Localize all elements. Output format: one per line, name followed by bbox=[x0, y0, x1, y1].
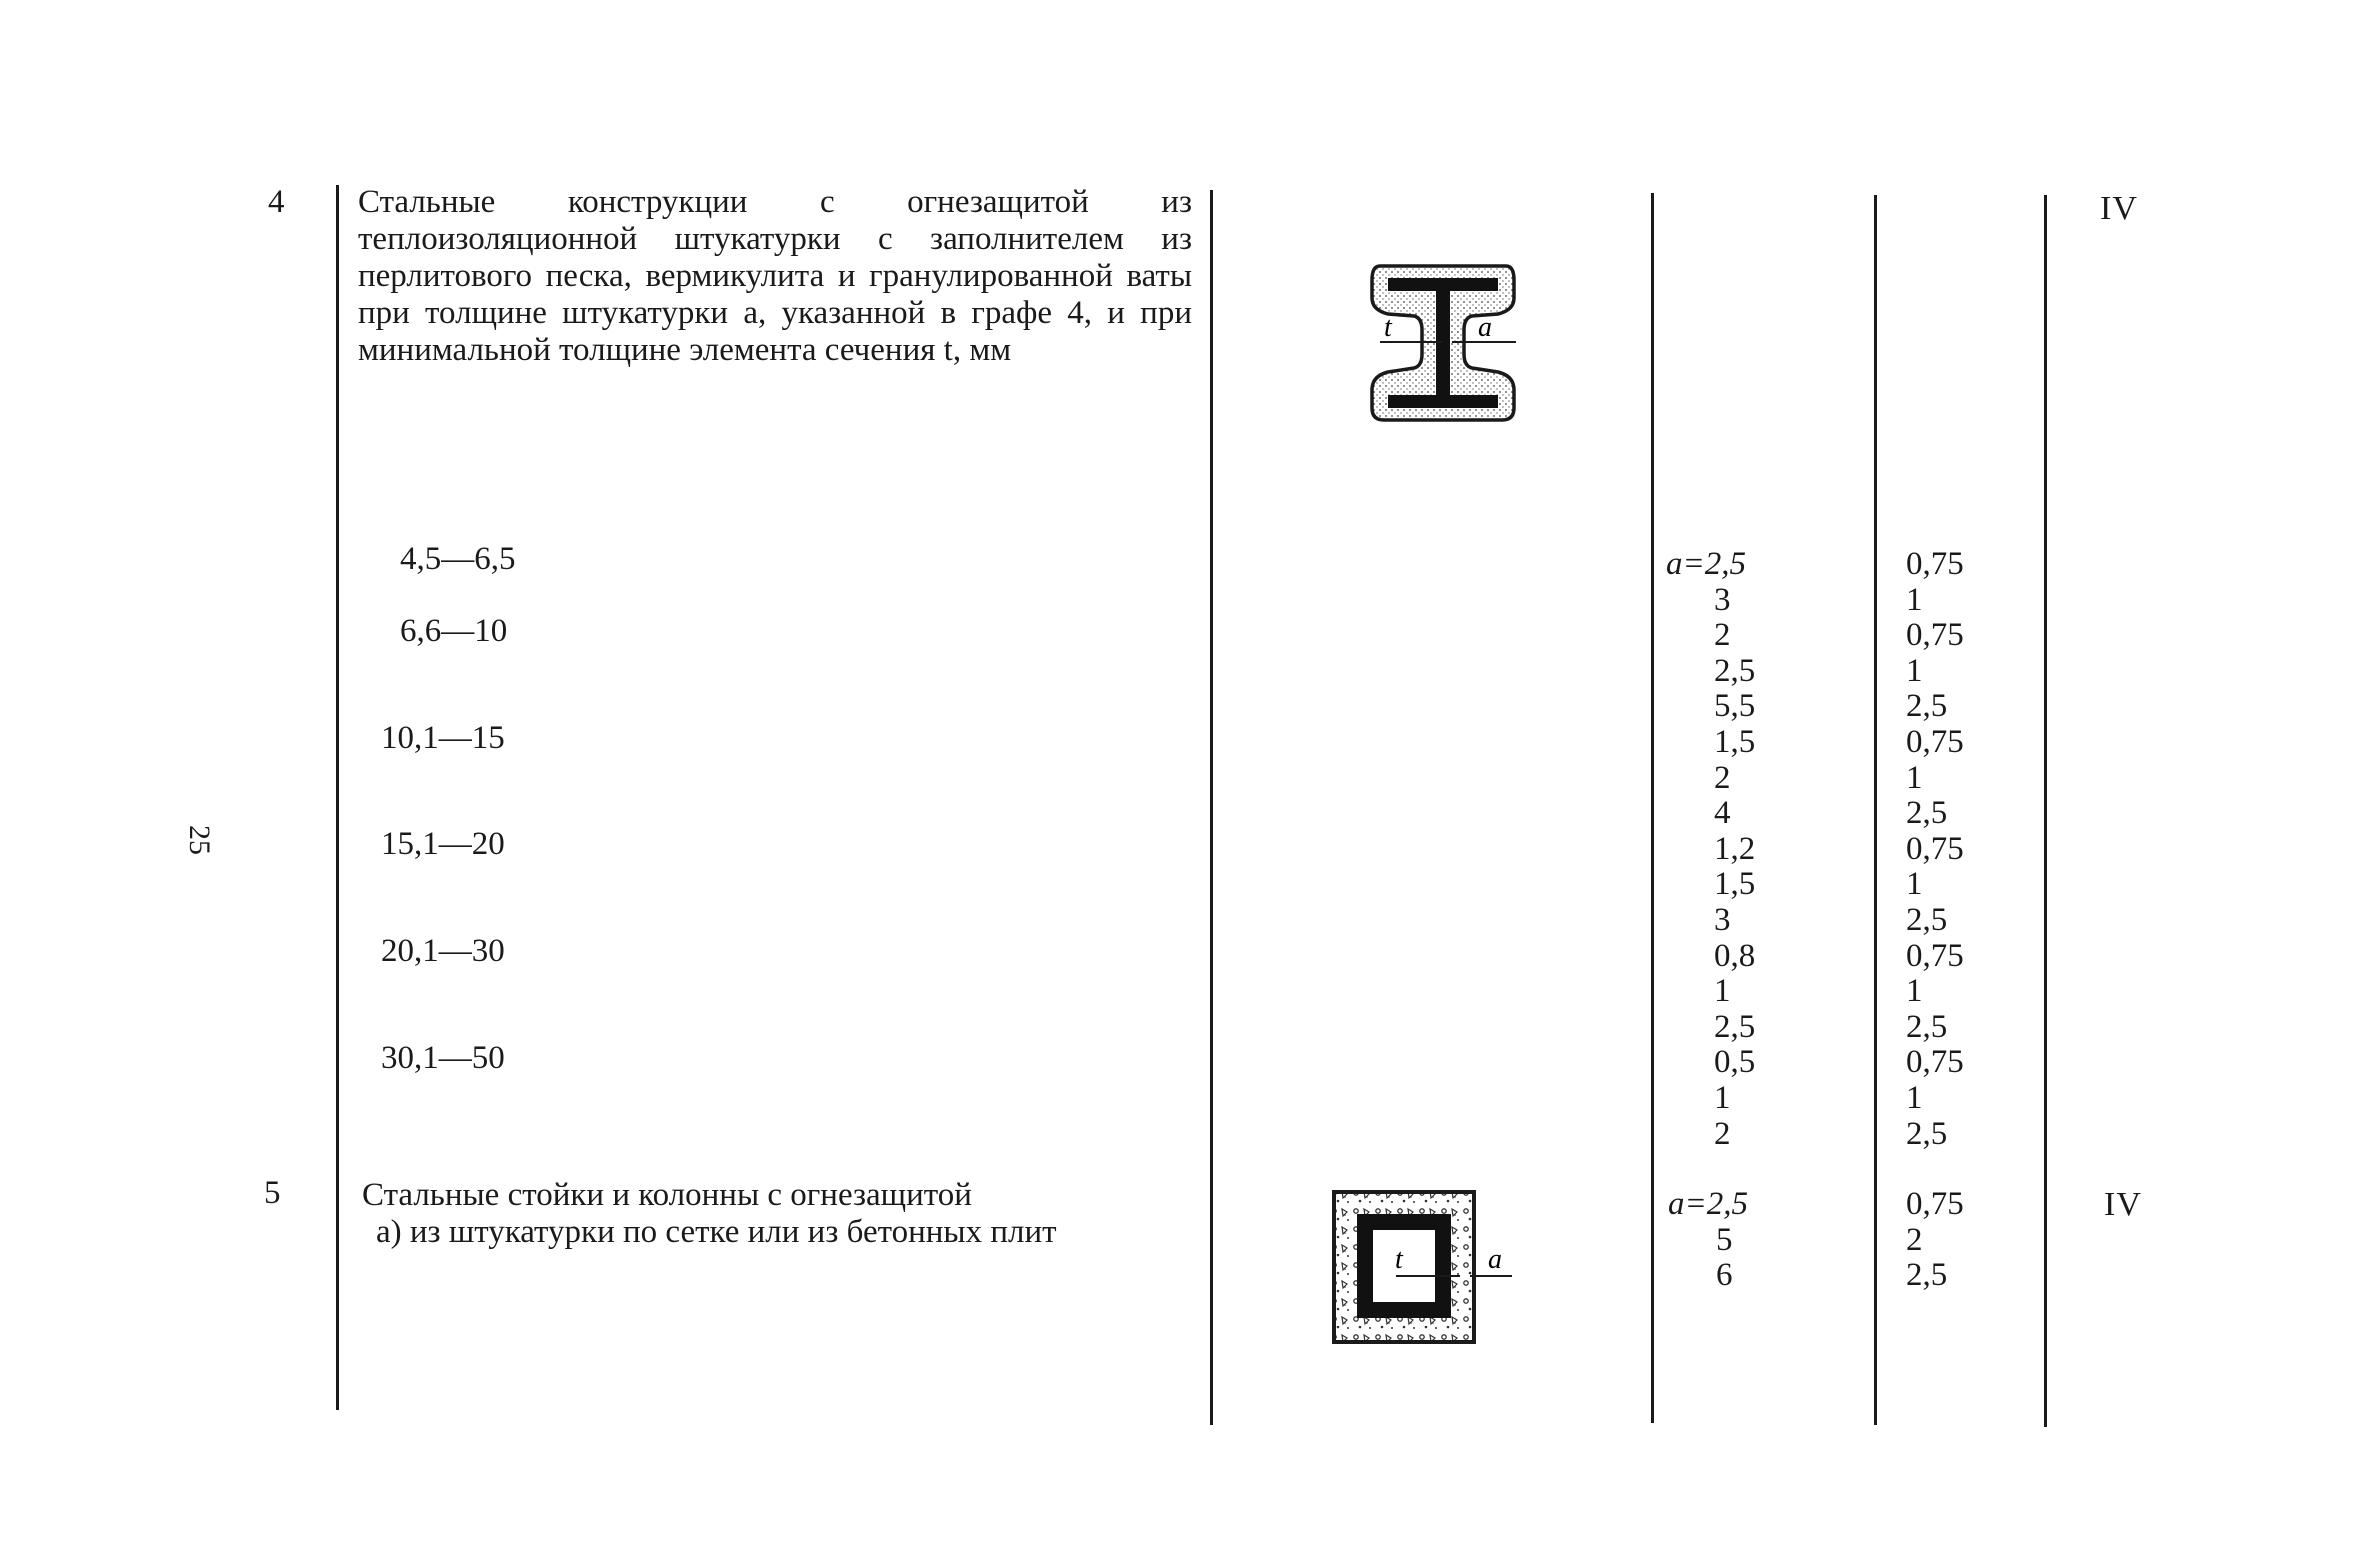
value-cell: 2 bbox=[1714, 1115, 1731, 1152]
value-cell: 0,5 bbox=[1714, 1044, 1756, 1081]
row-4-description: Стальные конструкции с огнезащитой из теплоизоляционной штукатурки с заполнителем из перлитового песка, вермикулита и гранулированной ваты при толщине штукатурки a, указанной в графе 4, и при минимальной толщине элемента сечения t, мм bbox=[358, 184, 1192, 368]
i-beam-section-icon bbox=[1372, 266, 1516, 420]
value-cell: 1 bbox=[1714, 973, 1731, 1010]
value-cell: a=2,5 bbox=[1666, 546, 1747, 582]
value-cell: 1 bbox=[1906, 759, 1923, 796]
value-cell: 1 bbox=[1906, 973, 1923, 1010]
value-cell: 5 bbox=[1716, 1221, 1733, 1258]
i-beam-label-a: a bbox=[1478, 312, 1492, 343]
thickness-range: 4,5—6,5 bbox=[400, 541, 516, 577]
row-5-description-block bbox=[362, 1177, 1188, 1251]
value-cell: 1,5 bbox=[1714, 723, 1756, 760]
value-cell: a=2,5 bbox=[1668, 1186, 1749, 1222]
row-5-fire-class: IV bbox=[2104, 1186, 2142, 1223]
value-cell: 2,5 bbox=[1906, 795, 1948, 832]
row-4-fire-class: IV bbox=[2100, 190, 2138, 227]
value-cell: 3 bbox=[1714, 901, 1731, 938]
value-cell: 4 bbox=[1714, 795, 1731, 832]
value-cell: 1,5 bbox=[1714, 866, 1756, 903]
value-cell: 1 bbox=[1906, 1079, 1923, 1116]
value-cell: 2 bbox=[1714, 759, 1731, 796]
value-cell: 2,5 bbox=[1906, 1115, 1948, 1152]
value-cell: 0,75 bbox=[1906, 1044, 1964, 1081]
row-5-column-5-values bbox=[1906, 1187, 1964, 1294]
i-beam-section-diagram bbox=[1366, 258, 1522, 428]
page-number: 25 bbox=[183, 825, 216, 855]
value-cell: 5,5 bbox=[1714, 688, 1756, 725]
value-cell: 3 bbox=[1714, 581, 1731, 618]
value-cell: 0,75 bbox=[1906, 723, 1964, 760]
row-number-4: 4 bbox=[268, 184, 285, 220]
value-cell: 1 bbox=[1906, 581, 1923, 618]
thickness-range: 10,1—15 bbox=[381, 720, 505, 756]
row-4-column-4-values bbox=[1666, 547, 1755, 1152]
table-rule-1 bbox=[336, 185, 339, 1410]
value-cell: 6 bbox=[1716, 1257, 1733, 1294]
table-rule-3 bbox=[1651, 193, 1654, 1423]
value-cell: 2,5 bbox=[1906, 688, 1948, 725]
value-cell: 1 bbox=[1714, 1079, 1731, 1116]
value-cell: 0,75 bbox=[1906, 830, 1964, 867]
value-cell: 2,5 bbox=[1714, 652, 1756, 689]
table-rule-2 bbox=[1210, 190, 1213, 1425]
thickness-range: 6,6—10 bbox=[400, 613, 508, 649]
row-4-column-5-values bbox=[1906, 547, 1964, 1152]
value-cell: 2,5 bbox=[1906, 1008, 1948, 1045]
value-cell: 0,8 bbox=[1714, 937, 1756, 974]
value-cell: 1 bbox=[1906, 866, 1923, 903]
value-cell: 2 bbox=[1906, 1221, 1923, 1258]
row-5-sub-description: а) из штукатурки по сетке или из бетонных плит bbox=[376, 1214, 1057, 1250]
table-rule-5 bbox=[2044, 195, 2047, 1427]
thickness-range: 15,1—20 bbox=[381, 826, 505, 862]
value-cell: 1 bbox=[1906, 652, 1923, 689]
row-5-description: Стальные стойки и колонны с огнезащитой bbox=[362, 1177, 972, 1213]
value-cell: 2,5 bbox=[1714, 1008, 1756, 1045]
row-number-5: 5 bbox=[264, 1175, 281, 1211]
value-cell: 0,75 bbox=[1906, 617, 1964, 654]
value-cell: 1,2 bbox=[1714, 830, 1756, 867]
value-cell: 0,75 bbox=[1906, 937, 1964, 974]
thickness-range: 30,1—50 bbox=[381, 1040, 505, 1076]
row-5-column-4-values bbox=[1668, 1187, 1748, 1294]
value-cell: 0,75 bbox=[1906, 546, 1964, 582]
value-cell: 2,5 bbox=[1906, 1257, 1948, 1294]
thickness-range: 20,1—30 bbox=[381, 933, 505, 969]
box-column-section-icon bbox=[1334, 1192, 1512, 1342]
table-rule-4 bbox=[1874, 195, 1877, 1425]
value-cell: 2,5 bbox=[1906, 901, 1948, 938]
value-cell: 0,75 bbox=[1906, 1186, 1964, 1222]
box-column-label-a: a bbox=[1488, 1244, 1502, 1275]
i-beam-label-t: t bbox=[1384, 312, 1392, 343]
box-column-section-diagram bbox=[1330, 1188, 1520, 1350]
box-column-label-t: t bbox=[1395, 1244, 1403, 1275]
value-cell: 2 bbox=[1714, 617, 1731, 654]
